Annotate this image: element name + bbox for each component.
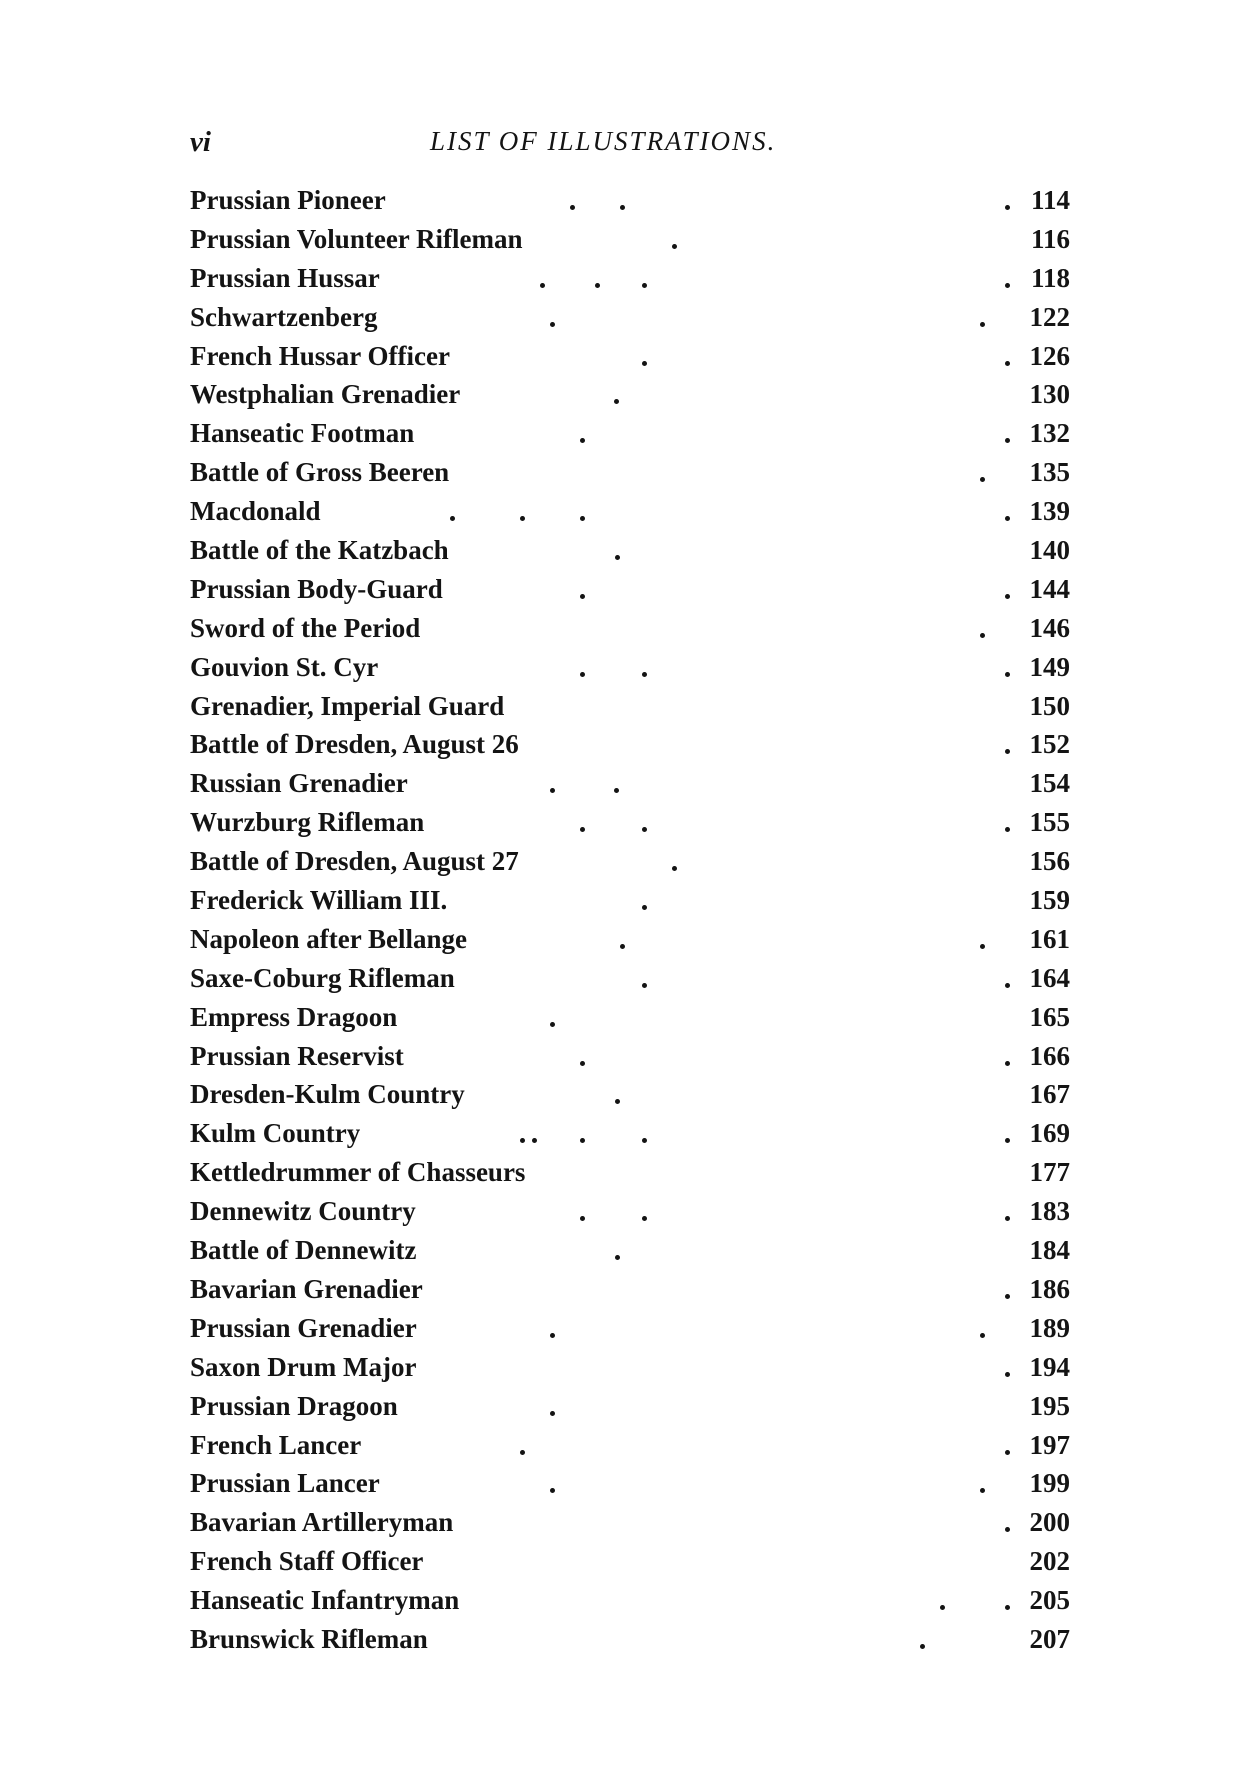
leader-dots xyxy=(370,1426,1070,1465)
list-item xyxy=(190,1231,1070,1270)
leader-dot xyxy=(520,516,525,521)
leader-dot xyxy=(615,555,620,560)
leader-dot xyxy=(642,361,647,366)
entry-title: Hanseatic Infantryman xyxy=(190,1585,460,1616)
list-item xyxy=(190,1037,1070,1076)
list-item xyxy=(190,1348,1070,1387)
leader-dots xyxy=(370,298,1070,337)
list-item xyxy=(190,1387,1070,1426)
leader-dot xyxy=(614,399,619,404)
entry-title: Bavarian Grenadier xyxy=(190,1273,423,1304)
list-item xyxy=(190,492,1070,531)
list-item xyxy=(190,1309,1070,1348)
entry-page-number: 166 xyxy=(1029,1040,1070,1071)
entry-page-number: 183 xyxy=(1029,1196,1070,1227)
leader-dot xyxy=(980,944,985,949)
entry-page-number: 155 xyxy=(1029,807,1070,838)
leader-dots xyxy=(370,181,1070,220)
leader-dot xyxy=(614,788,619,793)
entry-title: Battle of the Katzbach xyxy=(190,535,449,566)
leader-dot xyxy=(642,672,647,677)
leader-dots xyxy=(370,1075,1070,1114)
leader-dots xyxy=(370,1503,1070,1542)
list-item xyxy=(190,453,1070,492)
leader-dots xyxy=(370,337,1070,376)
leader-dot xyxy=(550,1333,555,1338)
leader-dot xyxy=(450,516,455,521)
list-item xyxy=(190,375,1070,414)
entry-title: Empress Dragoon xyxy=(190,1001,398,1032)
list-item xyxy=(190,920,1070,959)
leader-dot xyxy=(550,788,555,793)
leader-dot xyxy=(580,1061,585,1066)
leader-dot xyxy=(620,205,625,210)
leader-dots xyxy=(370,998,1070,1037)
list-item xyxy=(190,998,1070,1037)
list-item xyxy=(190,803,1070,842)
entry-title: Battle of Dresden, August 27 xyxy=(190,846,519,877)
leader-dots xyxy=(370,570,1070,609)
entry-page-number: 130 xyxy=(1029,379,1070,410)
entry-title: French Hussar Officer xyxy=(190,340,450,371)
entry-title: Kulm Country xyxy=(190,1118,361,1149)
list-item xyxy=(190,220,1070,259)
leader-dot xyxy=(580,1216,585,1221)
entry-page-number: 159 xyxy=(1029,885,1070,916)
entry-title: Prussian Grenadier xyxy=(190,1312,417,1343)
entry-page-number: 144 xyxy=(1029,573,1070,604)
entry-title: Russian Grenadier xyxy=(190,768,408,799)
entry-page-number: 154 xyxy=(1029,768,1070,799)
leader-dots xyxy=(370,492,1070,531)
entry-page-number: 116 xyxy=(1030,223,1070,254)
entry-page-number: 156 xyxy=(1029,846,1070,877)
leader-dots xyxy=(370,531,1070,570)
leader-dot xyxy=(620,944,625,949)
leader-dot xyxy=(570,205,575,210)
leader-dots xyxy=(370,1542,1070,1581)
entry-title: Prussian Pioneer xyxy=(190,185,386,215)
list-item xyxy=(190,1620,1070,1659)
leader-dots xyxy=(370,764,1070,803)
entry-page-number: 186 xyxy=(1029,1273,1070,1304)
leader-dots xyxy=(370,1192,1070,1231)
entry-page-number: 169 xyxy=(1029,1118,1070,1149)
entry-title: Gouvion St. Cyr xyxy=(190,651,379,682)
list-item xyxy=(190,1075,1070,1114)
leader-dot xyxy=(672,866,677,871)
list-item xyxy=(190,1114,1070,1153)
entry-title: Schwartzenberg xyxy=(190,301,378,332)
list-item xyxy=(190,959,1070,998)
entry-page-number: 177 xyxy=(1029,1157,1070,1188)
entry-title: Frederick William III. xyxy=(190,885,448,916)
entry-title: Macdonald xyxy=(190,496,321,527)
entry-title: Dresden-Kulm Country xyxy=(190,1079,465,1110)
entry-page-number: 114 xyxy=(1030,185,1070,215)
leader-dot xyxy=(615,1099,620,1104)
leader-dots xyxy=(370,1231,1070,1270)
entry-page-number: 165 xyxy=(1029,1001,1070,1032)
leader-dots xyxy=(370,220,1070,259)
page-header xyxy=(190,126,1060,166)
leader-dot xyxy=(642,1216,647,1221)
list-item xyxy=(190,1503,1070,1542)
leader-dot xyxy=(580,827,585,832)
list-item xyxy=(190,181,1070,220)
entry-page-number: 184 xyxy=(1029,1235,1070,1266)
leader-dots xyxy=(370,959,1070,998)
list-item xyxy=(190,531,1070,570)
leader-dots xyxy=(370,1464,1070,1503)
entry-title: Prussian Volunteer Rifleman xyxy=(190,223,523,254)
leader-dot xyxy=(980,1333,985,1338)
entry-title: French Staff Officer xyxy=(190,1546,424,1577)
entry-page-number: 126 xyxy=(1029,340,1070,371)
leader-dot xyxy=(672,244,677,249)
entry-title: Westphalian Grenadier xyxy=(190,379,461,410)
leader-dots xyxy=(370,1309,1070,1348)
entry-title: Prussian Body-Guard xyxy=(190,573,443,604)
entry-title: Grenadier, Imperial Guard xyxy=(190,690,505,721)
leader-dots xyxy=(370,1153,1070,1192)
entry-page-number: 122 xyxy=(1029,301,1070,332)
leader-dots xyxy=(370,1270,1070,1309)
entry-page-number: 200 xyxy=(1029,1507,1070,1538)
entry-page-number: 202 xyxy=(1029,1546,1070,1577)
leader-dots xyxy=(370,414,1070,453)
entry-title: Saxe-Coburg Rifleman xyxy=(190,962,455,993)
list-item xyxy=(190,1464,1070,1503)
leader-dots xyxy=(370,881,1070,920)
entry-title: Kettledrummer of Chasseurs xyxy=(190,1157,526,1188)
entry-page-number: 189 xyxy=(1029,1312,1070,1343)
leader-dot xyxy=(580,594,585,599)
leader-dot xyxy=(540,283,545,288)
leader-dots xyxy=(370,375,1070,414)
leader-dot xyxy=(980,1488,985,1493)
leader-dots xyxy=(370,1037,1070,1076)
leader-dot xyxy=(580,438,585,443)
entry-title: Brunswick Rifleman xyxy=(190,1623,428,1654)
entry-page-number: 139 xyxy=(1029,496,1070,527)
leader-dots xyxy=(370,453,1070,492)
leader-dots xyxy=(370,803,1070,842)
list-item xyxy=(190,298,1070,337)
entry-page-number: 150 xyxy=(1029,690,1070,721)
leader-dots xyxy=(370,609,1070,648)
running-title: LIST OF ILLUSTRATIONS. xyxy=(430,126,777,156)
list-item xyxy=(190,570,1070,609)
leader-dot xyxy=(980,477,985,482)
leader-dot xyxy=(580,1138,585,1143)
entry-page-number: 135 xyxy=(1029,457,1070,488)
entry-title: Prussian Dragoon xyxy=(190,1390,398,1421)
leader-dot xyxy=(595,283,600,288)
leader-dot xyxy=(550,322,555,327)
leader-dots xyxy=(370,920,1070,959)
list-item xyxy=(190,764,1070,803)
entry-page-number: 161 xyxy=(1029,923,1070,954)
entry-page-number: 195 xyxy=(1029,1390,1070,1421)
list-item xyxy=(190,1581,1070,1620)
leader-dot xyxy=(520,1138,525,1143)
entry-title: Hanseatic Footman xyxy=(190,418,415,449)
leader-dot xyxy=(642,905,647,910)
leader-dot xyxy=(532,1138,537,1143)
entry-title: Battle of Dresden, August 26 xyxy=(190,729,519,760)
entry-title: Napoleon after Bellange xyxy=(190,923,467,954)
entry-page-number: 132 xyxy=(1029,418,1070,449)
leader-dot xyxy=(920,1644,925,1649)
entry-page-number: 149 xyxy=(1029,651,1070,682)
entry-title: Bavarian Artilleryman xyxy=(190,1507,454,1538)
leader-dot xyxy=(642,827,647,832)
illustration-list xyxy=(190,181,1070,1659)
entry-page-number: 146 xyxy=(1029,612,1070,643)
leader-dot xyxy=(580,672,585,677)
leader-dot xyxy=(642,983,647,988)
list-item xyxy=(190,1426,1070,1465)
entry-page-number: 197 xyxy=(1029,1429,1070,1460)
list-item xyxy=(190,687,1070,726)
leader-dot xyxy=(980,322,985,327)
leader-dot xyxy=(940,1605,945,1610)
leader-dot xyxy=(642,1138,647,1143)
leader-dots xyxy=(370,725,1070,764)
list-item xyxy=(190,337,1070,376)
entry-page-number: 140 xyxy=(1029,535,1070,566)
entry-title: Prussian Lancer xyxy=(190,1468,380,1499)
leader-dot xyxy=(550,1022,555,1027)
entry-page-number: 167 xyxy=(1029,1079,1070,1110)
list-item xyxy=(190,842,1070,881)
leader-dots xyxy=(370,1581,1070,1620)
leader-dots xyxy=(370,1114,1070,1153)
entry-page-number: 152 xyxy=(1029,729,1070,760)
leader-dot xyxy=(615,1255,620,1260)
list-item xyxy=(190,648,1070,687)
leader-dots xyxy=(370,842,1070,881)
leader-dot xyxy=(550,1488,555,1493)
leader-dots xyxy=(370,648,1070,687)
entry-title: Battle of Dennewitz xyxy=(190,1235,417,1266)
entry-title: Prussian Hussar xyxy=(190,262,380,293)
list-item xyxy=(190,1542,1070,1581)
entry-page-number: 194 xyxy=(1029,1351,1070,1382)
leader-dot xyxy=(642,283,647,288)
list-item xyxy=(190,259,1070,298)
list-item xyxy=(190,1192,1070,1231)
entry-title: Dennewitz Country xyxy=(190,1196,416,1227)
entry-title: French Lancer xyxy=(190,1429,362,1460)
entry-page-number: 207 xyxy=(1029,1623,1070,1654)
entry-page-number: 199 xyxy=(1029,1468,1070,1499)
leader-dots xyxy=(370,259,1070,298)
entry-page-number: 205 xyxy=(1029,1585,1070,1616)
entry-title: Wurzburg Rifleman xyxy=(190,807,425,838)
page-number: vi xyxy=(190,126,211,158)
leader-dots xyxy=(370,1348,1070,1387)
list-item xyxy=(190,1270,1070,1309)
entry-title: Prussian Reservist xyxy=(190,1040,404,1071)
list-item xyxy=(190,1153,1070,1192)
entry-page-number: 164 xyxy=(1029,962,1070,993)
entry-page-number: 118 xyxy=(1030,262,1070,293)
leader-dots xyxy=(370,1387,1070,1426)
list-item xyxy=(190,414,1070,453)
entry-title: Sword of the Period xyxy=(190,612,421,643)
entry-title: Saxon Drum Major xyxy=(190,1351,417,1382)
list-item xyxy=(190,609,1070,648)
leader-dot xyxy=(550,1411,555,1416)
leader-dots xyxy=(370,687,1070,726)
leader-dot xyxy=(580,516,585,521)
entry-title: Battle of Gross Beeren xyxy=(190,457,450,488)
leader-dot xyxy=(520,1450,525,1455)
list-item xyxy=(190,881,1070,920)
leader-dots xyxy=(370,1620,1070,1659)
leader-dot xyxy=(980,633,985,638)
list-item xyxy=(190,725,1070,764)
